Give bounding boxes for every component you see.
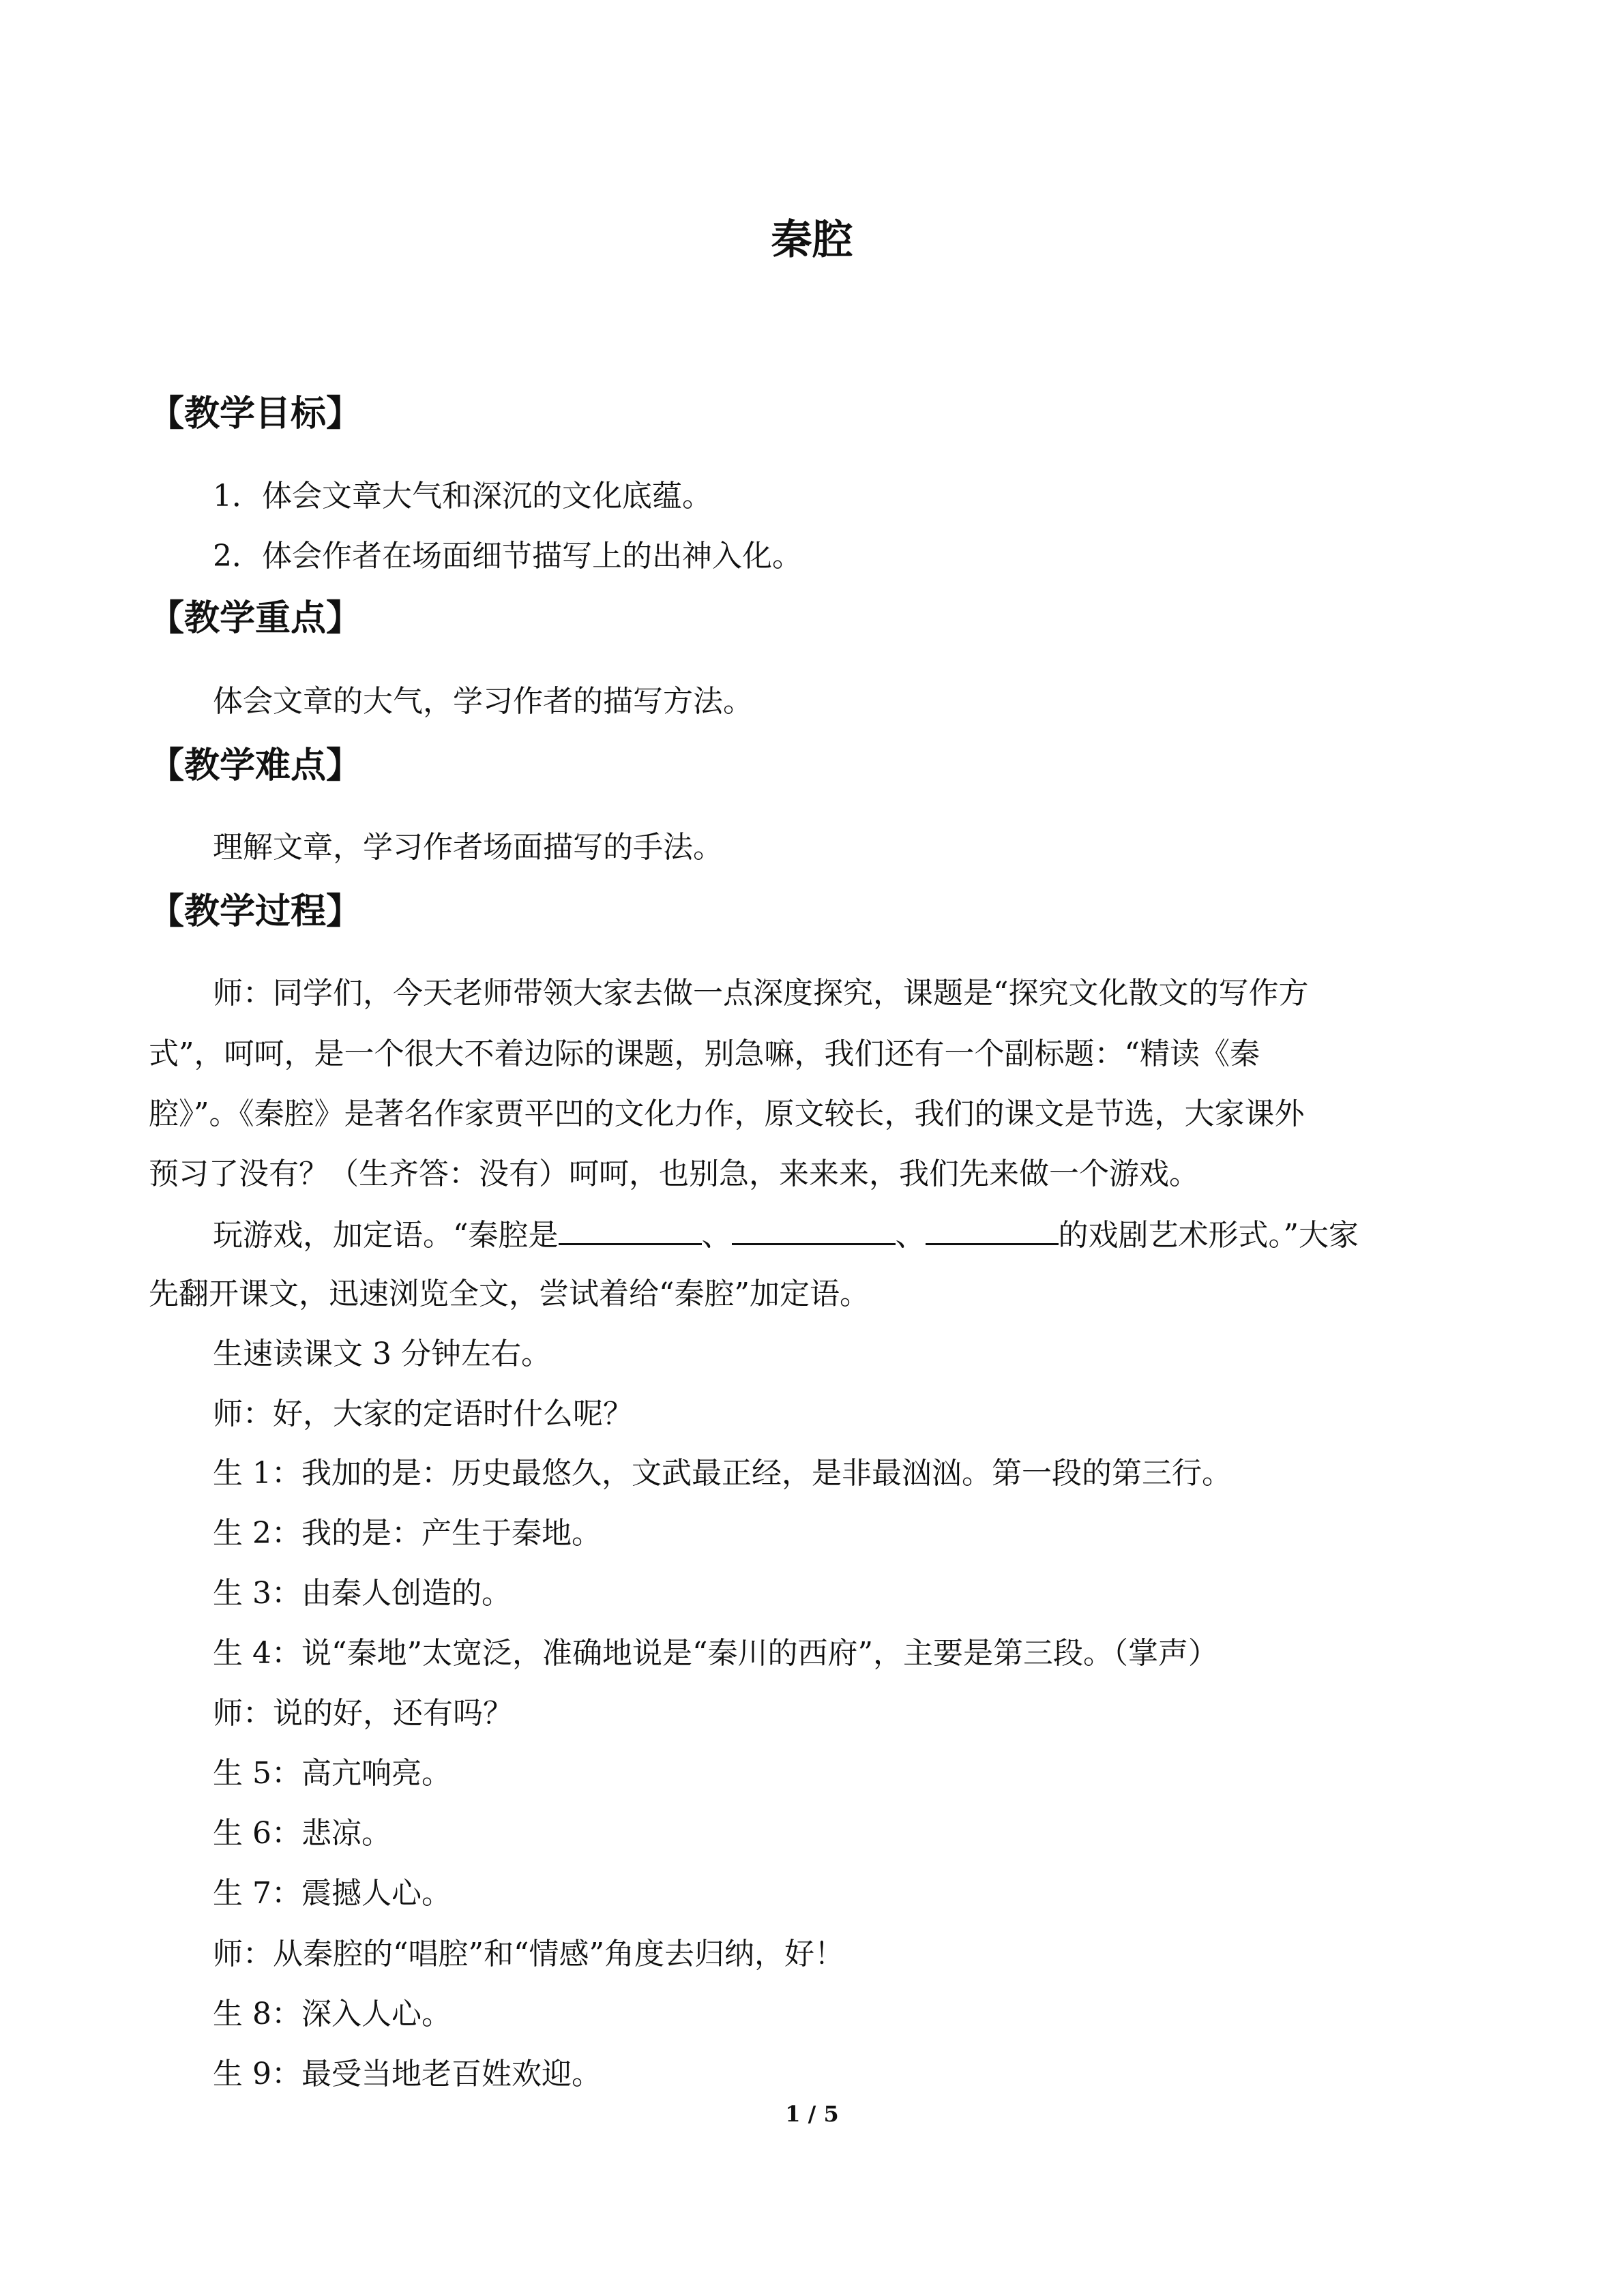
- dialogue-line: 生 5：高亢响亮。: [213, 1756, 452, 1791]
- paragraph-line: 式”，呵呵，是一个很大不着边际的课题，别急嘛，我们还有一个副标题：“精读《秦: [149, 1037, 1260, 1071]
- goal-item: 1．体会文章大气和深沉的文化底蕴。: [213, 479, 712, 513]
- dialogue-line: 生速读课文 3 分钟左右。: [213, 1337, 551, 1371]
- heading-difficulty: 【教学难点】: [149, 745, 362, 786]
- text-fragment: 的戏剧艺术形式。”大家: [1058, 1218, 1359, 1253]
- dialogue-line: 师：好，大家的定语时什么呢？: [213, 1397, 633, 1431]
- paragraph-line: 先翻开课文，迅速浏览全文，尝试着给“秦腔”加定语。: [149, 1277, 870, 1311]
- dialogue-line: 师：说的好，还有吗？: [213, 1696, 513, 1731]
- dialogue-line: 生 1：我加的是：历史最悠久，文武最正经，是非最汹汹。第一段的第三行。: [213, 1456, 1232, 1491]
- page-title: 秦腔: [771, 216, 853, 264]
- heading-process: 【教学过程】: [149, 891, 362, 932]
- fill-blank-2: [732, 1213, 896, 1245]
- fill-blank-1: [559, 1213, 702, 1245]
- separator: 、: [701, 1218, 732, 1253]
- heading-focus: 【教学重点】: [149, 598, 362, 639]
- paragraph-line: 腔》”。《秦腔》是著名作家贾平凹的文化力作，原文较长，我们的课文是节选，大家课外: [149, 1097, 1305, 1131]
- heading-goals: 【教学目标】: [149, 393, 362, 434]
- text-fragment: 玩游戏，加定语。“秦腔是: [213, 1218, 559, 1253]
- paragraph-line-with-blanks: [213, 1213, 1359, 1256]
- fill-blank-3: [926, 1213, 1059, 1245]
- dialogue-line: 生 9：最受当地老百姓欢迎。: [213, 2057, 602, 2091]
- paragraph-line: 预习了没有？（生齐答：没有）呵呵，也别急，来来来，我们先来做一个游戏。: [149, 1157, 1199, 1191]
- dialogue-line: 生 4：说“秦地”太宽泛，准确地说是“秦川的西府”，主要是第三段。（掌声）: [213, 1636, 1218, 1671]
- dialogue-line: 生 6：悲凉。: [213, 1816, 392, 1851]
- focus-text: 体会文章的大气，学习作者的描写方法。: [213, 684, 753, 719]
- separator: 、: [895, 1218, 926, 1253]
- dialogue-line: 师：从秦腔的“唱腔”和“情感”角度去归纳，好！: [213, 1937, 844, 1971]
- dialogue-line: 生 3：由秦人创造的。: [213, 1576, 512, 1611]
- dialogue-line: 生 8：深入人心。: [213, 1997, 452, 2031]
- dialogue-line: 生 7：震撼人心。: [213, 1876, 452, 1911]
- dialogue-line: 生 2：我的是：产生于秦地。: [213, 1516, 602, 1551]
- paragraph-line: 师：同学们，今天老师带领大家去做一点深度探究，课题是“探究文化散文的写作方: [213, 976, 1309, 1011]
- page-number: 1 / 5: [785, 2101, 839, 2127]
- goal-item: 2．体会作者在场面细节描写上的出神入化。: [213, 539, 802, 573]
- difficulty-text: 理解文章，学习作者场面描写的手法。: [213, 830, 723, 865]
